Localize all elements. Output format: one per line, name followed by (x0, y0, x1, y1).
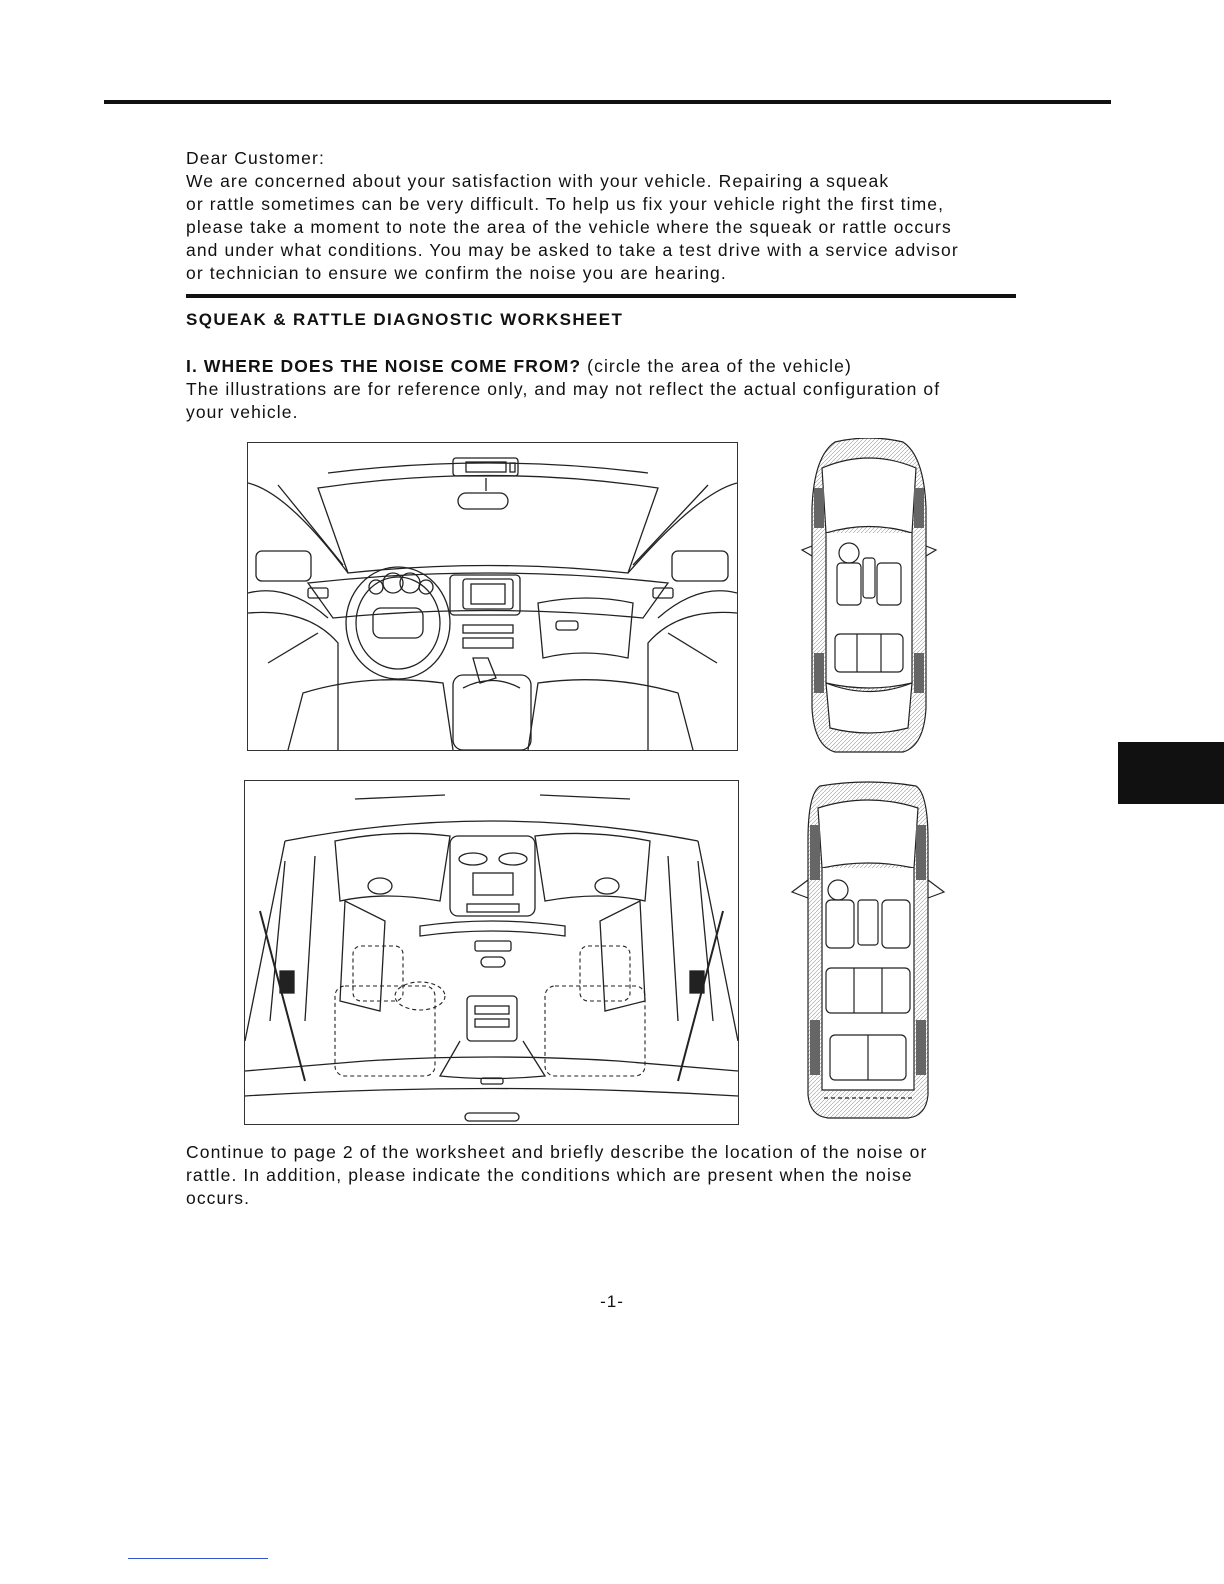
continue-line: occurs. (186, 1188, 251, 1208)
salutation: Dear Customer: (186, 148, 325, 168)
letter-line: We are concerned about your satisfaction with your vehicle. Repairing a squeak (186, 171, 890, 191)
top-rule (104, 100, 1111, 104)
continue-instructions (186, 1141, 1016, 1210)
section-heading: I. WHERE DOES THE NOISE COME FROM? (186, 356, 582, 376)
letter-line: and under what conditions. You may be asked to take a test drive with a service advisor (186, 240, 959, 260)
worksheet-title: SQUEAK & RATTLE DIAGNOSTIC WORKSHEET (186, 310, 624, 329)
sedan-top-view-illustration[interactable] (800, 438, 938, 754)
section-tab (1118, 742, 1224, 804)
section-divider (186, 294, 1016, 298)
customer-letter (186, 147, 1018, 285)
rear-cargo-illustration[interactable] (244, 780, 739, 1125)
continue-line: Continue to page 2 of the worksheet and briefly describe the location of the noise or (186, 1142, 928, 1162)
page-number: -1- (600, 1292, 624, 1311)
disclaimer-line: The illustrations are for reference only, and may not reflect the actual configuration of (186, 379, 941, 399)
letter-line: or technician to ensure we confirm the noise you are hearing. (186, 263, 727, 283)
section-heading-block (186, 355, 1018, 424)
front-cabin-illustration[interactable] (247, 442, 738, 751)
footer-link-line (128, 1558, 268, 1559)
suv-top-view-illustration[interactable] (788, 780, 948, 1120)
continue-line: rattle. In addition, please indicate the conditions which are present when the noise (186, 1165, 913, 1185)
letter-line: or rattle sometimes can be very difficult. To help us fix your vehicle right the first time, (186, 194, 945, 214)
section-heading-note: (circle the area of the vehicle) (581, 356, 852, 376)
disclaimer-line: your vehicle. (186, 402, 299, 422)
letter-line: please take a moment to note the area of the vehicle where the squeak or rattle occurs (186, 217, 952, 237)
